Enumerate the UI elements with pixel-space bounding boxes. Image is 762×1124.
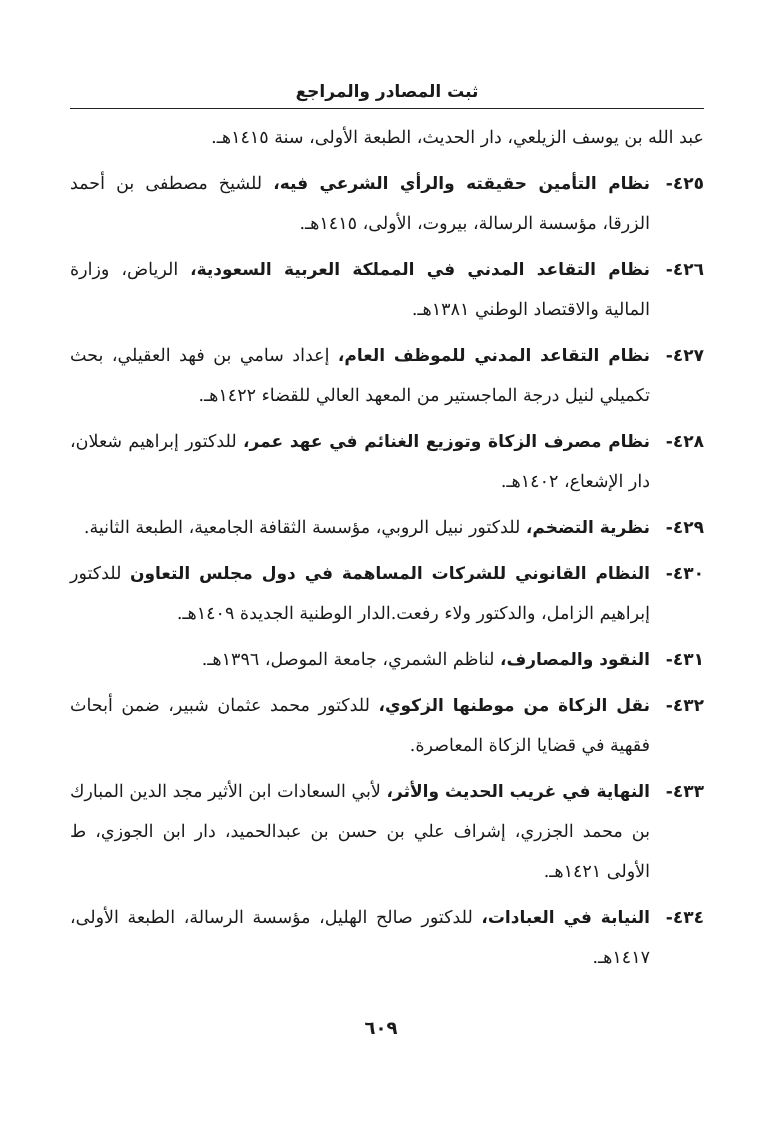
entry-number: ٤٢٦- — [665, 260, 704, 280]
entry-details: للشيخ مصطفى بن أحمد الزرقا، مؤسسة الرسالة، بيروت، الأولى، ١٤١٥هـ. — [70, 174, 650, 234]
entry-number: ٤٣٤- — [665, 908, 704, 928]
reference-entry-428 — [70, 422, 704, 502]
entry-number: ٤٢٨- — [665, 432, 704, 452]
entry-details: لناظم الشمري، جامعة الموصل، ١٣٩٦هـ. — [201, 650, 500, 670]
entry-details: للدكتور صالح الهليل، مؤسسة الرسالة، الطبعة الأولى، ١٤١٧هـ. — [70, 908, 650, 968]
entry-number: ٤٢٥- — [665, 174, 704, 194]
entry-title: نظام التأمين حقيقته والرأي الشرعي فيه، — [273, 174, 650, 194]
entry-details: إعداد سامي بن فهد العقيلي، بحث تكميلي لنيل درجة الماجستير من المعهد العالي للقضاء ١٤٢٢هـ. — [70, 346, 650, 406]
reference-entry-432 — [70, 686, 704, 766]
entry-details: للدكتور إبراهيم الزامل، والدكتور ولاء رفعت.الدار الوطنية الجديدة ١٤٠٩هـ. — [70, 564, 650, 624]
reference-entry-430 — [70, 554, 704, 634]
page-header: ثبت المصادر والمراجع — [295, 82, 479, 102]
entry-details: للدكتور محمد عثمان شبير، ضمن أبحاث فقهية في قضايا الزكاة المعاصرة. — [70, 696, 650, 756]
entry-title: نقل الزكاة من موطنها الزكوي، — [378, 696, 650, 716]
entry-title: النظام القانوني للشركات المساهمة في دول مجلس التعاون — [129, 564, 650, 584]
entry-title: النقود والمصارف، — [500, 650, 650, 670]
reference-entry-434 — [70, 898, 704, 978]
entry-title: نظام التقاعد المدني للموظف العام، — [337, 346, 650, 366]
reference-entry-431 — [70, 640, 704, 680]
references-list — [70, 118, 704, 978]
page-number: ٦٠٩ — [364, 1018, 398, 1039]
entry-number: ٤٣١- — [665, 650, 704, 670]
entry-title: النهاية في غريب الحديث والأثر، — [386, 782, 650, 802]
entry-title: نظرية التضخم، — [525, 518, 650, 538]
entry-number: ٤٣٢- — [665, 696, 704, 716]
entry-title: نظام التقاعد المدني في المملكة العربية السعودية، — [190, 260, 650, 280]
entry-title: النيابة في العبادات، — [481, 908, 650, 928]
entry-number: ٤٢٩- — [665, 518, 704, 538]
entry-number: ٤٣٣- — [665, 782, 704, 802]
entry-details: للدكتور إبراهيم شعلان، دار الإشعاع، ١٤٠٢هـ. — [70, 432, 650, 492]
reference-entry-425 — [70, 164, 704, 244]
entry-details: للدكتور نبيل الروبي، مؤسسة الثقافة الجامعية، الطبعة الثانية. — [83, 518, 526, 538]
entry-details: الرياض، وزارة المالية والاقتصاد الوطني ١٣٨١هـ. — [70, 260, 650, 320]
entry-details: لأبي السعادات ابن الأثير مجد الدين المبارك بن محمد الجزري، إشراف علي بن حسن بن عبدالحميد، دار ابن الجوزي، ط الأولى ١٤٢١هـ. — [70, 782, 650, 882]
continuation-text: عبد الله بن يوسف الزيلعي، دار الحديث، الطبعة الأولى، سنة ١٤١٥هـ. — [211, 128, 704, 148]
reference-entry-427 — [70, 336, 704, 416]
header-rule — [70, 108, 704, 109]
entry-number: ٤٣٠- — [665, 564, 704, 584]
entry-number: ٤٢٧- — [665, 346, 704, 366]
reference-entry-426 — [70, 250, 704, 330]
reference-entry-433 — [70, 772, 704, 892]
entry-title: نظام مصرف الزكاة وتوزيع الغنائم في عهد عمر، — [243, 432, 651, 452]
reference-entry-429 — [70, 508, 704, 548]
